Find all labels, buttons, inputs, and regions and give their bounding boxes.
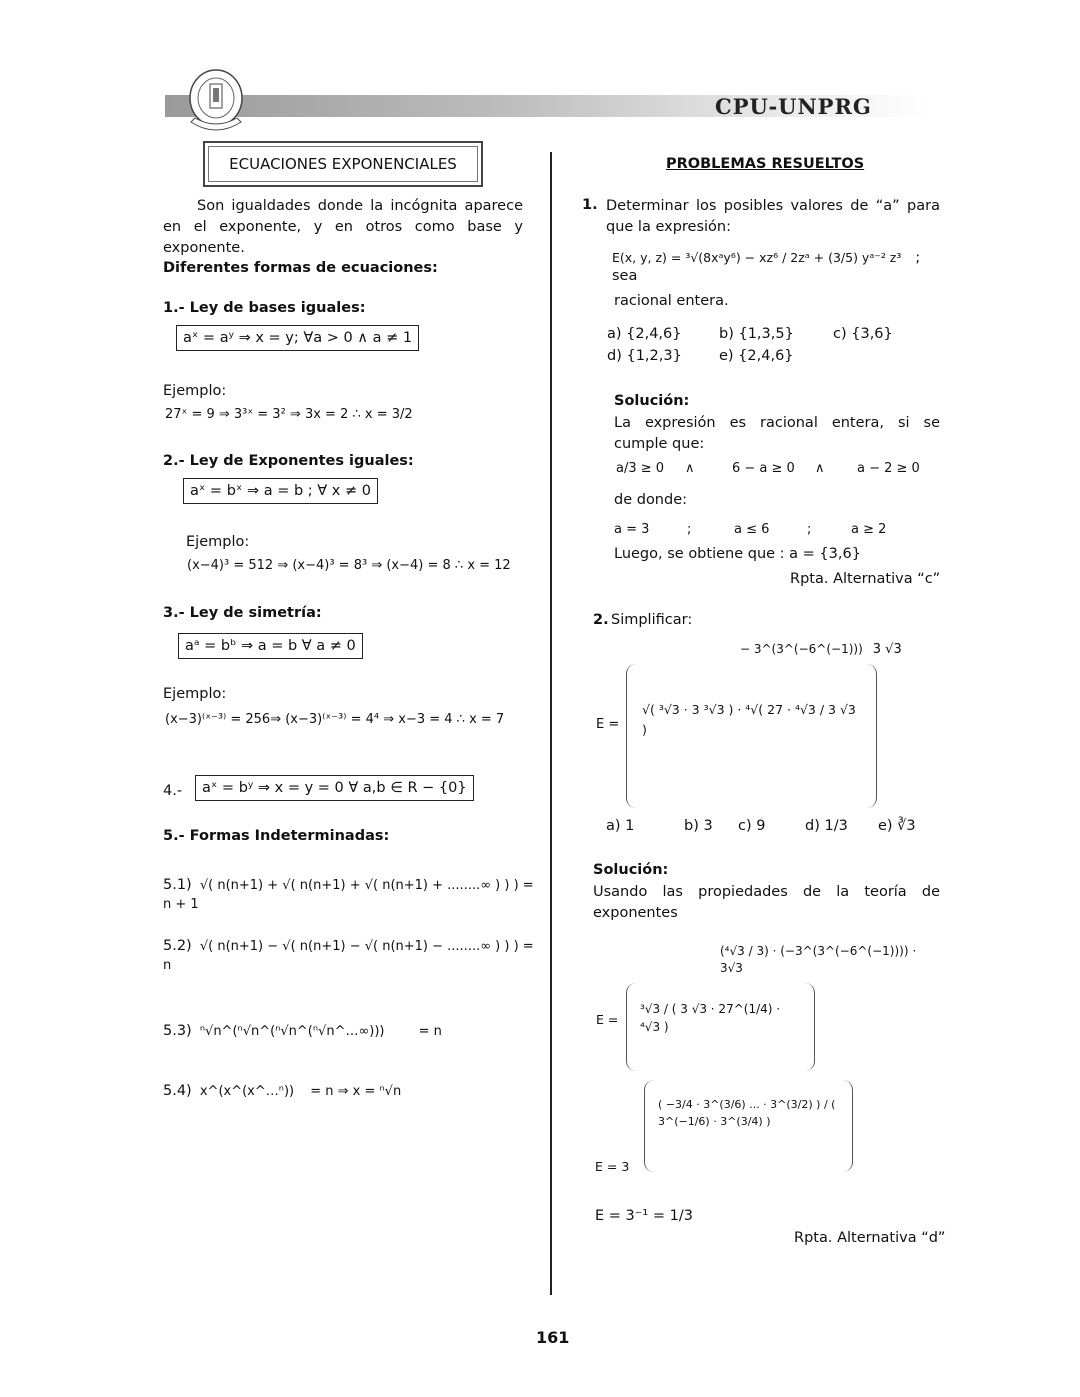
- option: e) {2,4,6}: [719, 348, 794, 364]
- condition: a − 2 ≥ 0: [857, 461, 920, 476]
- step1-exponent: (⁴√3 / 3) · (−3^(3^(−6^(−1)))) · 3√3: [720, 944, 917, 975]
- law1-rule: aˣ = aʸ ⇒ x = y; ∀a > 0 ∧ a ≠ 1: [176, 325, 419, 351]
- option: b) {1,3,5}: [719, 326, 794, 342]
- and-symbol: ∧: [685, 461, 695, 476]
- law5-item-expr: √( n(n+1) − √( n(n+1) − √( n(n+1) − ........∞ ) ) ): [199, 939, 519, 954]
- problem2-lhs: E =: [596, 717, 620, 732]
- law5-item-label: 5.4): [163, 1083, 192, 1099]
- law4-rule: aˣ = bʸ ⇒ x = y = 0 ∀ a,b ∈ R − {0}: [195, 775, 474, 801]
- problem2-statement: Simplificar:: [611, 612, 693, 628]
- brand-title: CPU-UNPRG: [715, 94, 872, 119]
- problem2-inner: √( ³√3 · 3 ³√3 ) · ⁴√( 27 · ⁴√3 / 3 √3 ): [642, 702, 856, 737]
- separator: ;: [687, 522, 692, 537]
- step1-expression: ³√3 / ( 3 √3 · 27^(1/4) · ⁴√3 ): [640, 1002, 781, 1034]
- problem1-expression: E(x, y, z) = ³√(8xᵃy⁶) − xz⁶ / 2zᵃ + (3/5) yᵃ⁻² z³: [612, 250, 902, 265]
- problem1-statement: Determinar los posibles valores de “a” para que la expresión:: [606, 198, 940, 235]
- answer: Rpta. Alternativa “c”: [790, 571, 941, 587]
- result: a ≤ 6: [734, 522, 770, 537]
- law1-heading: 1.- Ley de bases iguales:: [163, 300, 366, 316]
- result: a = 3: [614, 522, 650, 537]
- law5-item-label: 5.2): [163, 938, 192, 954]
- option: d) 1/3: [805, 818, 848, 834]
- problems-heading: PROBLEMAS RESUELTOS: [666, 156, 865, 172]
- step2-expression: ( −3/4 · 3^(3/6) ... · 3^(3/2) ) / ( 3^(−1/6) · 3^(3/4) ): [658, 1098, 836, 1128]
- conclusion: Luego, se obtiene que : a = {3,6}: [614, 546, 861, 562]
- law2-example-label: Ejemplo:: [186, 534, 250, 550]
- condition: 6 − a ≥ 0: [732, 461, 795, 476]
- option: d) {1,2,3}: [607, 348, 682, 364]
- option: b) 3: [684, 818, 713, 834]
- option: e) ∛3: [878, 818, 916, 834]
- left-paren-icon: [644, 1080, 655, 1172]
- step1-lhs: E =: [596, 1012, 619, 1027]
- law5-item: [163, 876, 543, 914]
- law5-item: [163, 1022, 543, 1041]
- solution-label: Solución:: [593, 862, 669, 878]
- option: a) {2,4,6}: [607, 326, 682, 342]
- law5-item-expr: ⁿ√n^(ⁿ√n^(ⁿ√n^(ⁿ√n^…∞))): [199, 1024, 385, 1039]
- problem2-exponent: − 3^(3^(−6^(−1))): [740, 642, 863, 656]
- de-donde: de donde:: [614, 492, 688, 508]
- problem1-number: 1.: [582, 197, 598, 213]
- right-paren-icon: [804, 983, 815, 1071]
- solution-text: La expresión es racional entera, si se cumple que:: [614, 415, 940, 452]
- section-title: ECUACIONES EXPONENCIALES: [229, 155, 457, 173]
- problem1-continuation: racional entera.: [614, 293, 729, 309]
- option: c) 9: [738, 818, 766, 834]
- left-paren-icon: [626, 983, 637, 1071]
- law2-example: (x−4)³ = 512 ⇒ (x−4)³ = 8³ ⇒ (x−4) = 8 ∴ x = 12: [187, 558, 511, 573]
- condition: a/3 ≥ 0: [616, 461, 665, 476]
- right-paren-icon: [842, 1080, 853, 1172]
- law5-item-result: = n ⇒ x = ⁿ√n: [310, 1084, 402, 1099]
- law2-rule: aˣ = bˣ ⇒ a = b ; ∀ x ≠ 0: [183, 478, 378, 504]
- law3-example: (x−3)⁽ˣ⁻³⁾ = 256⇒ (x−3)⁽ˣ⁻³⁾ = 4⁴ ⇒ x−3 = 4 ∴ x = 7: [165, 712, 505, 727]
- section-title-box: [203, 141, 483, 187]
- step2-lhs: E = 3: [595, 1159, 630, 1174]
- law1-example-label: Ejemplo:: [163, 383, 227, 399]
- law3-example-label: Ejemplo:: [163, 686, 227, 702]
- law5-item-label: 5.3): [163, 1023, 192, 1039]
- forms-heading: Diferentes formas de ecuaciones:: [163, 260, 438, 276]
- answer: Rpta. Alternativa “d”: [794, 1230, 946, 1246]
- option: c) {3,6}: [833, 326, 893, 342]
- solution-text: Usando las propiedades de la teoría de exponentes: [593, 884, 940, 921]
- solution-label: Solución:: [614, 393, 690, 409]
- law5-item-label: 5.1): [163, 877, 192, 893]
- option: a) 1: [606, 818, 635, 834]
- law1-example: 27ˣ = 9 ⇒ 3³ˣ = 3² ⇒ 3x = 2 ∴ x = 3/2: [165, 407, 413, 422]
- university-logo-icon: [185, 68, 247, 134]
- problem2-exponent-row: [740, 642, 902, 657]
- result: a ≥ 2: [851, 522, 887, 537]
- page-number: 161: [536, 1328, 570, 1347]
- law3-rule: aᵃ = bᵇ ⇒ a = b ∀ a ≠ 0: [178, 633, 363, 659]
- law5-item: [163, 937, 543, 975]
- law5-item-expr: x^(x^(x^…ⁿ)): [199, 1084, 295, 1099]
- intro-paragraph: Son igualdades donde la incógnita aparece en el exponente, y en otros como base y exponente.: [163, 198, 523, 256]
- law5-item-result: = n + 1: [163, 878, 534, 912]
- and-symbol: ∧: [815, 461, 825, 476]
- problem1-expression-tail: ; sea: [612, 250, 921, 284]
- right-brace-icon: [866, 664, 877, 808]
- separator: ;: [807, 522, 812, 537]
- law5-item-result: = n: [418, 1024, 442, 1039]
- problem2-number: 2.: [593, 612, 609, 628]
- law4-label: 4.-: [163, 783, 183, 799]
- problem2-outer-exponent: 3 √3: [872, 642, 902, 657]
- law2-heading: 2.- Ley de Exponentes iguales:: [163, 453, 414, 469]
- law5-item: [163, 1082, 543, 1101]
- column-divider: [550, 152, 552, 1295]
- step3: E = 3⁻¹ = 1/3: [595, 1208, 693, 1224]
- problem1-expression-line: [612, 249, 940, 285]
- law3-heading: 3.- Ley de simetría:: [163, 605, 322, 621]
- law5-item-expr: √( n(n+1) + √( n(n+1) + √( n(n+1) + ........∞ ) ) ): [199, 878, 519, 893]
- law5-heading: 5.- Formas Indeterminadas:: [163, 828, 390, 844]
- left-brace-icon: [626, 664, 637, 808]
- law5-item-result: = n: [163, 939, 534, 973]
